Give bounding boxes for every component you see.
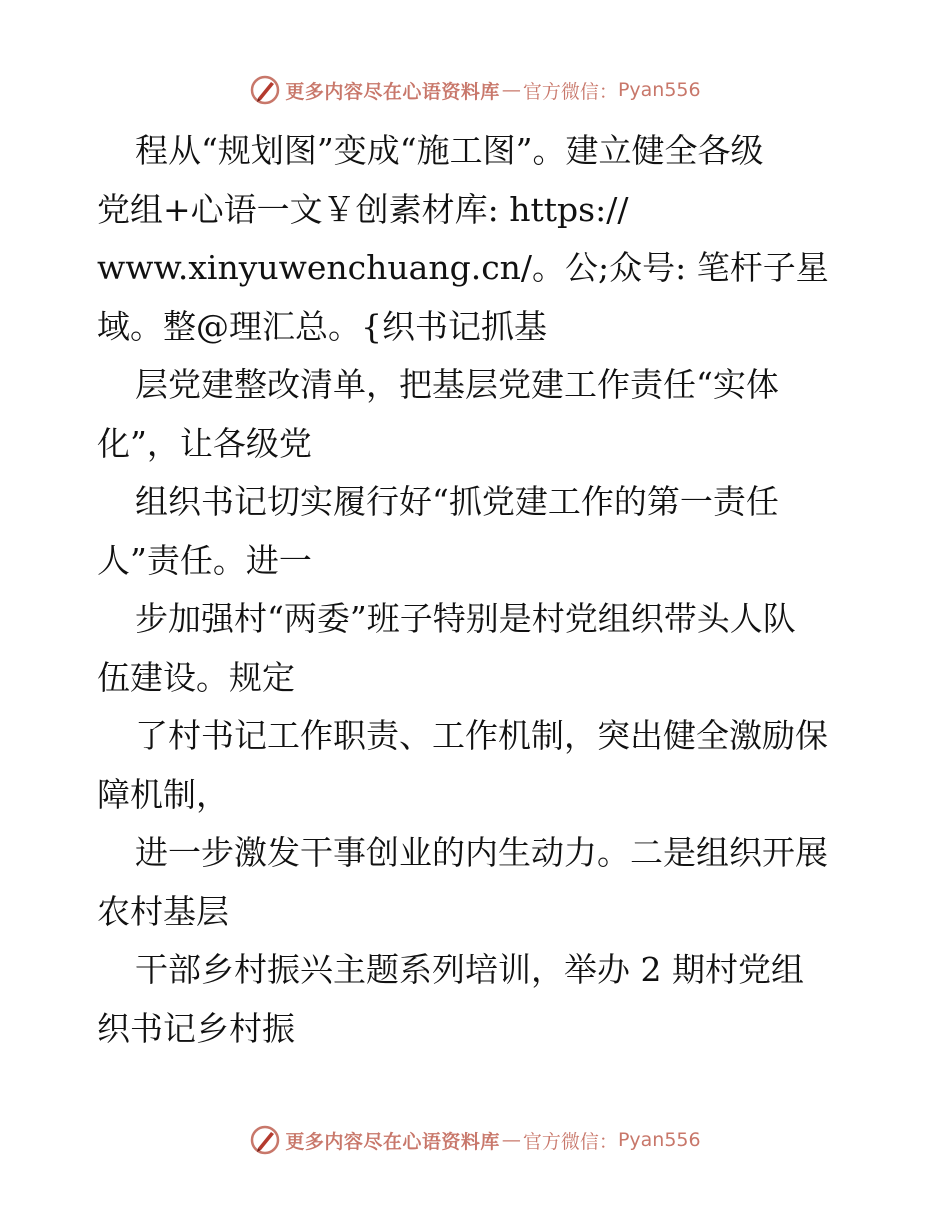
banner-dash: — [501,79,521,101]
wechat-id: Pyan556 [617,1129,701,1151]
promo-text: 更多内容尽在心语资料库 [285,80,500,103]
body-line: 伍建设。规定 [97,657,295,697]
banner-dash: — [501,1129,521,1151]
pen-logo-icon [249,74,281,106]
header-banner [0,70,950,110]
pen-logo-icon [249,1124,281,1156]
body-line: 化”，让各级党 [97,423,312,463]
official-wechat-label: 官方微信： [522,80,618,103]
body-line: 进一步激发干事创业的内生动力。二是组织开展 [135,833,828,872]
promo-text: 更多内容尽在心语资料库 [285,1130,500,1153]
body-line: 程从“规划图”变成“施工图”。建立健全各级 [135,131,764,170]
official-wechat-label: 官方微信： [522,1130,618,1153]
body-line: 党组+心语一文￥创素材库: https:// [97,189,629,229]
body-line: 人”责任。进一 [97,540,312,580]
body-line: 障机制， [97,774,229,814]
footer-banner [0,1120,950,1160]
body-line: 组织书记切实履行好“抓党建工作的第一责任 [135,482,779,521]
document-body [97,122,887,1058]
wechat-id: Pyan556 [617,79,701,101]
body-line: 织书记乡村振 [97,1008,295,1048]
body-line: www.xinyuwenchuang.cn/。公;众号: 笔杆子星 [97,248,829,287]
body-line: 了村书记工作职责、工作机制，突出健全激励保 [135,716,828,755]
body-line: 干部乡村振兴主题系列培训，举办 2 期村党组 [135,950,804,989]
body-line: 农村基层 [97,891,229,931]
body-line: 层党建整改清单，把基层党建工作责任“实体 [135,365,779,404]
body-line: 域。整@理汇总。{织书记抓基 [97,306,547,346]
body-line: 步加强村“两委”班子特别是村党组织带头人队 [135,599,796,638]
